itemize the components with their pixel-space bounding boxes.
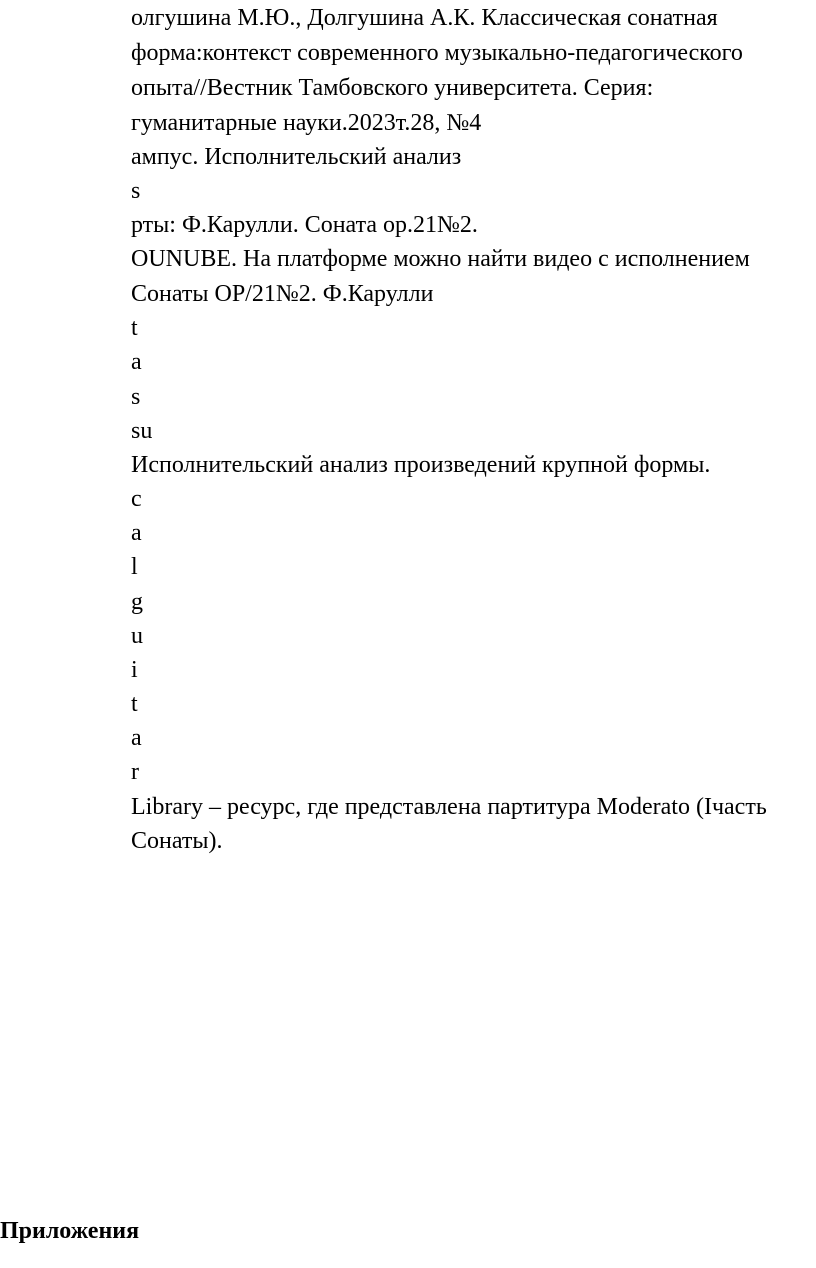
reference-line-9: Исполнительский анализ произведений крупной формы. bbox=[131, 452, 711, 478]
letter-line: s bbox=[131, 384, 141, 410]
reference-line-6: рты: Ф.Карулли. Соната ор.21№2. bbox=[131, 212, 478, 238]
reference-line-10: Library – ресурс, где представлена партитура Moderato (Iчасть bbox=[131, 794, 767, 820]
letter-line: i bbox=[131, 657, 138, 683]
reference-line-4: гуманитарные науки.2023т.28, №4 bbox=[131, 110, 482, 136]
reference-line-8: Сонаты ОР/21№2. Ф.Карулли bbox=[131, 281, 434, 307]
letter-line: l bbox=[131, 554, 138, 580]
letter-line: r bbox=[131, 759, 139, 785]
letter-line: a bbox=[131, 725, 142, 751]
letter-line: c bbox=[131, 486, 142, 512]
letter-line: g bbox=[131, 589, 143, 615]
reference-line-7: OUNUBE. На платформе можно найти видео с исполнением bbox=[131, 246, 750, 272]
letter-line: a bbox=[131, 349, 142, 375]
reference-line-5: ампус. Исполнительский анализ bbox=[131, 144, 462, 170]
letter-line: su bbox=[131, 418, 153, 444]
letter-line: t bbox=[131, 315, 138, 341]
letter-line: s bbox=[131, 178, 141, 204]
reference-line-2: форма:контекст современного музыкально-педагогического bbox=[131, 40, 743, 66]
letter-line: u bbox=[131, 623, 143, 649]
reference-line-1: олгушина М.Ю., Долгушина А.К. Классическая сонатная bbox=[131, 5, 718, 31]
reference-line-11: Сонаты). bbox=[131, 828, 223, 854]
letter-line: t bbox=[131, 691, 138, 717]
reference-line-3: опыта//Вестник Тамбовского университета. Серия: bbox=[131, 75, 654, 101]
appendix-heading: Приложения bbox=[0, 1218, 140, 1244]
letter-line: a bbox=[131, 520, 142, 546]
